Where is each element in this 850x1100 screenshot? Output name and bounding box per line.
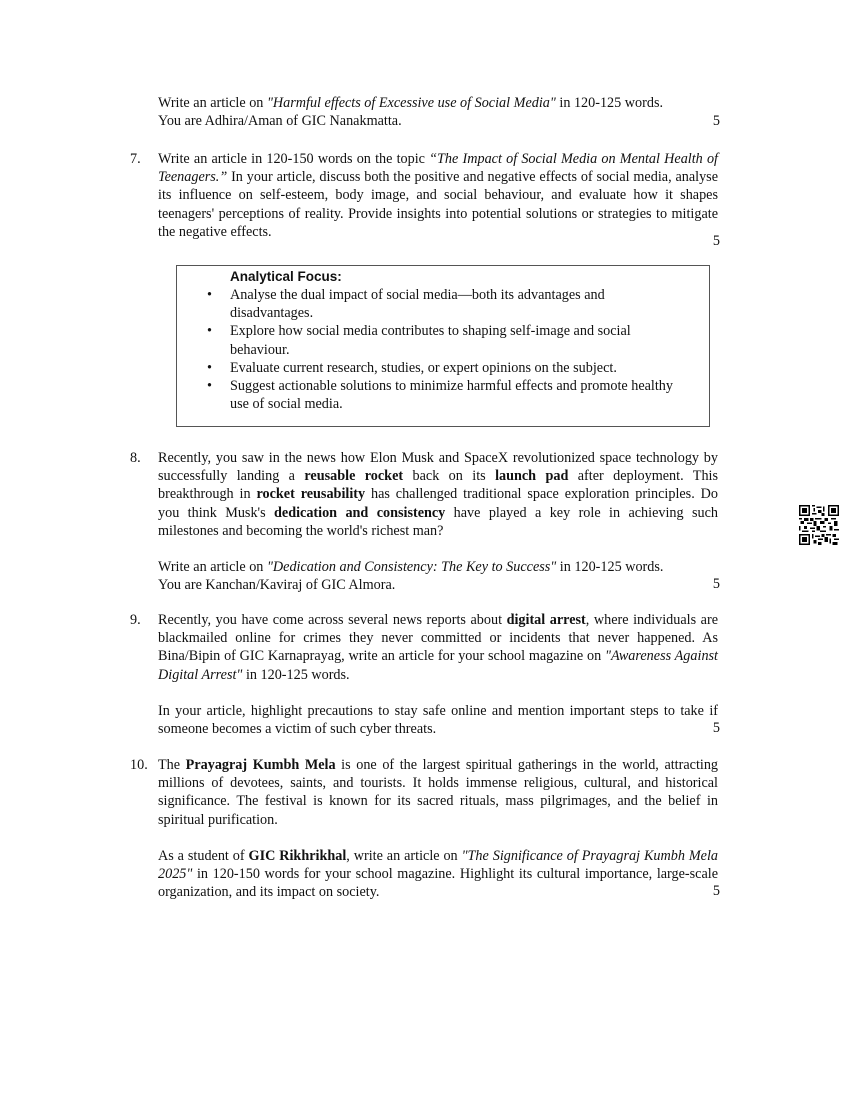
question-7 bbox=[130, 150, 720, 249]
focus-item: • Evaluate current research, studies, or expert opinions on the subject. bbox=[207, 359, 617, 376]
bullet-icon: • bbox=[207, 359, 212, 376]
q7-prompt: Write an article in 120-150 words on the topic “The Impact of Social Media on Mental Health of Teenagers.” In your article, discuss both the positive and negative effects of social media, analyse its influence on self-esteem, body image, and social behaviour, and evaluate how it shapes teenagers' perceptions of reality. Provide insights into potential solutions or strategies to mitigate the negative effects. bbox=[158, 151, 718, 240]
question-8 bbox=[130, 449, 720, 594]
bullet-icon: • bbox=[207, 378, 212, 395]
q10-number: 10. bbox=[130, 757, 148, 773]
q8-number: 8. bbox=[130, 450, 141, 466]
bullet-icon: • bbox=[207, 323, 212, 340]
focus-item: • Suggest actionable solutions to minimize harmful effects and promote healthy use of social media. bbox=[207, 378, 673, 413]
analytical-focus-box bbox=[176, 265, 710, 427]
q6-line-2: You are Adhira/Aman of GIC Nanakmatta. bbox=[158, 113, 402, 130]
q9-instructions: In your article, highlight precautions to stay safe online and mention important steps to take if someone becomes a victim of such cyber threats. bbox=[158, 702, 718, 738]
q6-marks: 5 bbox=[712, 113, 720, 129]
question-10 bbox=[130, 756, 720, 901]
q10-context: The Prayagraj Kumbh Mela is one of the largest spiritual gatherings in the world, attracting millions of devotees, saints, and tourists. It holds immense religious, cultural, and historical significance. The festival is known for its sacred rituals, mass pilgrimages, and the belief in spiritual purification. bbox=[158, 757, 719, 828]
q8-role: You are Kanchan/Kaviraj of GIC Almora. bbox=[158, 577, 396, 594]
q9-context: Recently, you have come across several news reports about digital arrest, where individuals are blackmailed online for crimes they never committed or incidents that never happened. As Bina/Bipin of GIC Karnaprayag, write an article for your school magazine on "Awareness Against Digital Arrest" in 120-125 words. bbox=[158, 612, 719, 683]
q8-context: Recently, you saw in the news how Elon Musk and SpaceX revolutionized space technology by successfully landing a reusable rocket back on its launch pad after deployment. This breakthrough in rocket reusability has challenged traditional space exploration principles. Do you think Musk's dedication and consistency have played a key role in achieving such milestones and becoming the world's richest man? bbox=[158, 450, 719, 539]
focus-item: • Explore how social media contributes to shaping self-image and social behaviour. bbox=[207, 323, 631, 358]
qr-code-icon[interactable] bbox=[799, 505, 839, 545]
q7-marks: 5 bbox=[712, 233, 720, 249]
bullet-icon: • bbox=[207, 287, 212, 303]
q7-number: 7. bbox=[130, 151, 141, 167]
q10-marks: 5 bbox=[712, 883, 720, 899]
analytical-focus-title: Analytical Focus: bbox=[230, 269, 342, 284]
q8-task: Write an article on "Dedication and Consistency: The Key to Success" in 120-125 words. bbox=[158, 559, 664, 576]
q10-task: As a student of GIC Rikhrikhal, write an article on "The Significance of Prayagraj Kumbh Mela 2025" in 120-150 words for your school magazine. Highlight its cultural importance, large-scale organization, and its impact on society. bbox=[158, 847, 719, 901]
q6-line-1: Write an article on "Harmful effects of Excessive use of Social Media" in 120-125 words. bbox=[158, 95, 664, 111]
analytical-focus-list bbox=[207, 286, 677, 413]
q9-marks: 5 bbox=[712, 720, 720, 736]
q8-marks: 5 bbox=[712, 576, 720, 592]
focus-item: • Analyse the dual impact of social media—both its advantages and disadvantages. bbox=[207, 287, 605, 322]
question-6-tail bbox=[130, 94, 720, 130]
question-9 bbox=[130, 611, 720, 738]
q9-number: 9. bbox=[130, 612, 141, 628]
